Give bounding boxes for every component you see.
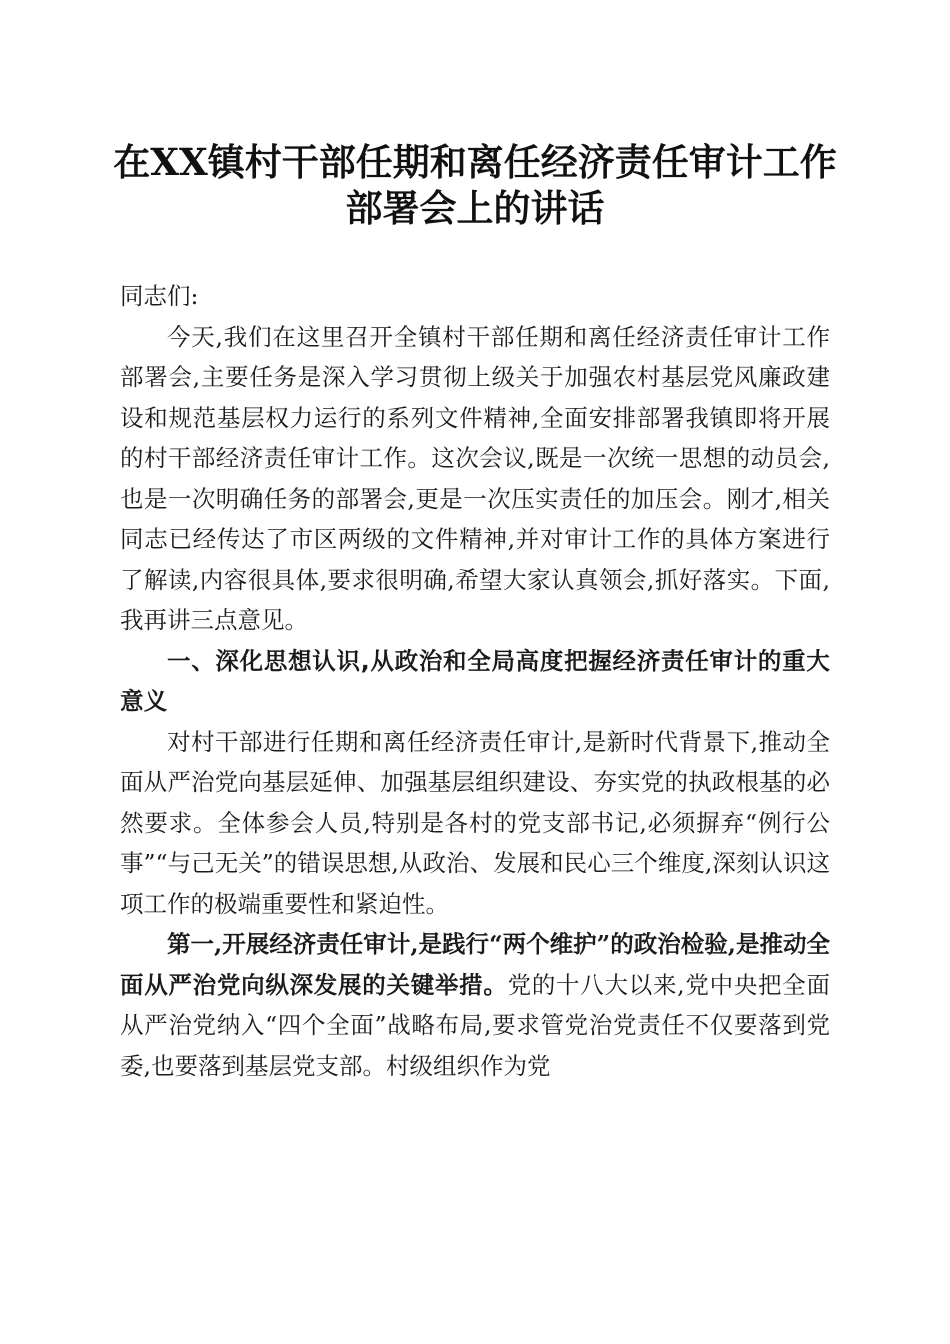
document-body [120,276,830,1086]
document-title-line-2: 部署会上的讲话 [345,186,605,230]
point-one-lead: 第一,开展经济责任审计,是践行“两个维护”的政治检验,是推动全面从严治党向纵深发展的关键举措。 [120,930,830,999]
paragraph-point-one [120,924,830,1086]
paragraph-significance: 对村干部进行任期和离任经济责任审计,是新时代背景下,推动全面从严治党向基层延伸、加强基层组织建设、夯实党的执政根基的必然要求。全体参会人员,特别是各村的党支部书记,必须摒弃“例行公事”“与己无关”的错误思想,从政治、发展和民心三个维度,深刻认识这项工作的极端重要性和紧迫性。 [120,727,830,918]
point-one-text: 党的十八大以来,党中央把全面从严治党纳入“四个全面”战略布局,要求管党治党责任不仅要落到党委,也要落到基层党支部。村级组织作为党 [120,970,830,1080]
section-heading-1: 一、深化思想认识,从政治和全局高度把握经济责任审计的重大意义 [120,646,830,715]
salutation: 同志们: [120,282,199,310]
paragraph-opening: 今天,我们在这里召开全镇村干部任期和离任经济责任审计工作部署会,主要任务是深入学习贯彻上级关于加强农村基层党风廉政建设和规范基层权力运行的系列文件精神,全面安排部署我镇即将开展的村干部经济责任审计工作。这次会议,既是一次统一思想的动员会,也是一次明确任务的部署会,更是一次压实责任的加压会。刚才,相关同志已经传达了市区两级的文件精神,并对审计工作的具体方案进行了解读,内容很具体,要求很明确,希望大家认真领会,抓好落实。下面,我再讲三点意见。 [120,322,830,634]
document-title-line-1: 在XX镇村干部任期和离任经济责任审计工作 [113,140,837,184]
